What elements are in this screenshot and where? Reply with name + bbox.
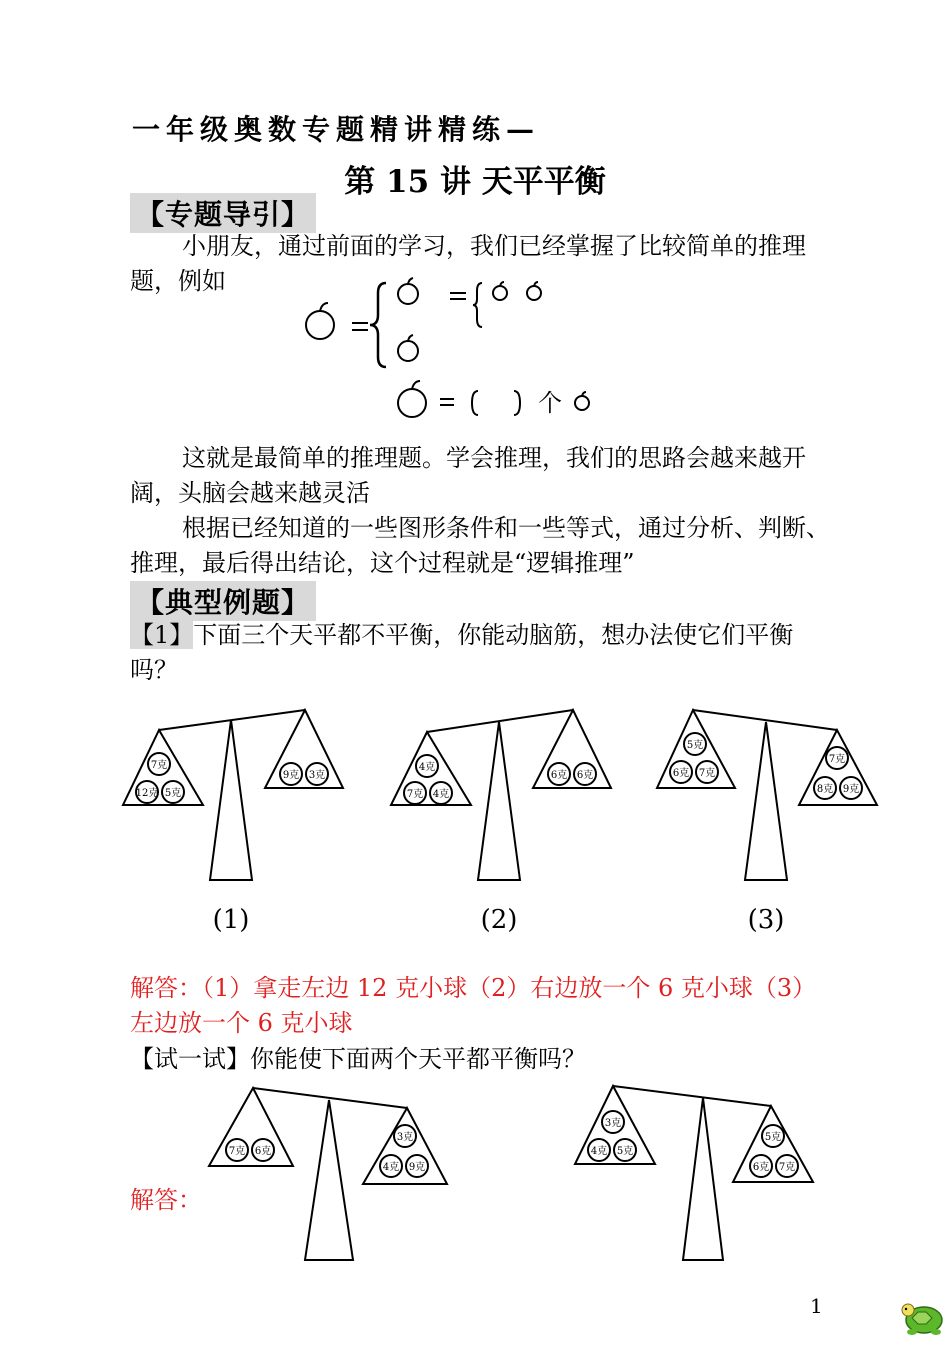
svg-text:3克: 3克 [308,770,326,781]
try-scale-1-pillar [305,1100,353,1260]
apple-icon [398,341,418,361]
page-number: 1 [810,1294,823,1318]
example1-scales [115,700,895,940]
try-label: 【试一试】 [130,1045,250,1073]
scale-2-right-pan [533,710,611,788]
intro-paragraph-1: 小朋友，通过前面的学习，我们已经掌握了比较简单的推理题，例如 [130,232,806,295]
svg-text:5克: 5克 [764,1132,782,1143]
example1-label: 【1】 [130,621,194,649]
svg-text:7克: 7克 [406,789,424,800]
scale-3 [657,710,877,880]
try-scale-1-left-pan [209,1088,293,1166]
try-scale-2 [575,1086,813,1260]
scale-2 [391,710,611,880]
svg-text:6克: 6克 [672,768,690,779]
svg-text:4克: 4克 [382,1162,400,1173]
svg-text:6克: 6克 [576,770,594,781]
scale-1-caption: (1) [212,905,250,935]
svg-text:7克: 7克 [150,760,168,771]
scale-3-caption: (3) [747,905,785,935]
svg-text:6克: 6克 [752,1162,770,1173]
scale-3-right-pan [799,730,877,805]
svg-text:4克: 4克 [418,762,436,773]
apple-icon [398,284,418,304]
svg-text:8克: 8克 [816,784,834,795]
svg-text:7克: 7克 [778,1162,796,1173]
scale-3-pillar [745,722,787,880]
example1-question: 下面三个天平都不平衡，你能动脑筋，想办法使它们平衡吗？ [130,621,794,684]
try-question: 你能使下面两个天平都平衡吗？ [250,1045,586,1073]
scale-2-caption: (2) [480,905,518,935]
svg-text:9克: 9克 [282,770,300,781]
svg-text:7克: 7克 [228,1146,246,1157]
section-intro-heading: 【专题导引】 [130,193,316,233]
try-scale-2-right-pan [733,1106,813,1182]
scale-2-pillar [478,722,520,880]
page-title: 第 15 讲 天平平衡 [344,164,606,200]
try-scale-1 [209,1088,447,1260]
svg-text:6克: 6克 [254,1146,272,1157]
try-scales [195,1080,835,1265]
svg-text:5克: 5克 [686,740,704,751]
turtle-logo-icon [898,1290,948,1340]
intro-paragraph-3: 根据已经知道的一些图形条件和一些等式，通过分析、判断、推理，最后得出结论，这个过程就是“逻辑推理” [130,514,830,577]
apple-big-icon [398,389,426,417]
svg-text:12克: 12克 [135,788,159,799]
svg-text:7克: 7克 [828,754,846,765]
apple-big-icon [306,311,334,339]
svg-text:3克: 3克 [604,1118,622,1129]
apple-small-icon [527,286,541,300]
scale-1-pillar [210,720,252,880]
svg-text:5克: 5克 [616,1146,634,1157]
apple-small-icon [493,286,507,300]
svg-text:6克: 6克 [550,770,568,781]
svg-text:9克: 9克 [408,1162,426,1173]
try-text [130,1042,830,1077]
answer-2: 解答： [130,1186,202,1214]
try-scale-2-pillar [683,1098,723,1260]
svg-text:3克: 3克 [396,1132,414,1143]
svg-text:4克: 4克 [432,789,450,800]
scale-1-right-pan [265,710,343,788]
unit-ge: 个 [538,389,562,417]
example1-text [130,618,830,688]
apple-equation-diagram [300,275,600,425]
svg-text:5克: 5克 [164,788,182,799]
answer-1: 解答：（1）拿走左边 12 克小球（2）右边放一个 6 克小球（3）左边放一个 6 克小球 [130,974,817,1037]
svg-text:9克: 9克 [842,784,860,795]
svg-text:4克: 4克 [590,1146,608,1157]
intro-paragraph-2: 这就是最简单的推理题。学会推理，我们的思路会越来越开阔，头脑会越来越灵活 [130,444,806,507]
svg-text:7克: 7克 [698,768,716,779]
header-line: 一年级奥数专题精讲精练— [132,113,541,146]
apple-small-icon [575,396,589,410]
section-examples-heading: 【典型例题】 [130,581,316,621]
